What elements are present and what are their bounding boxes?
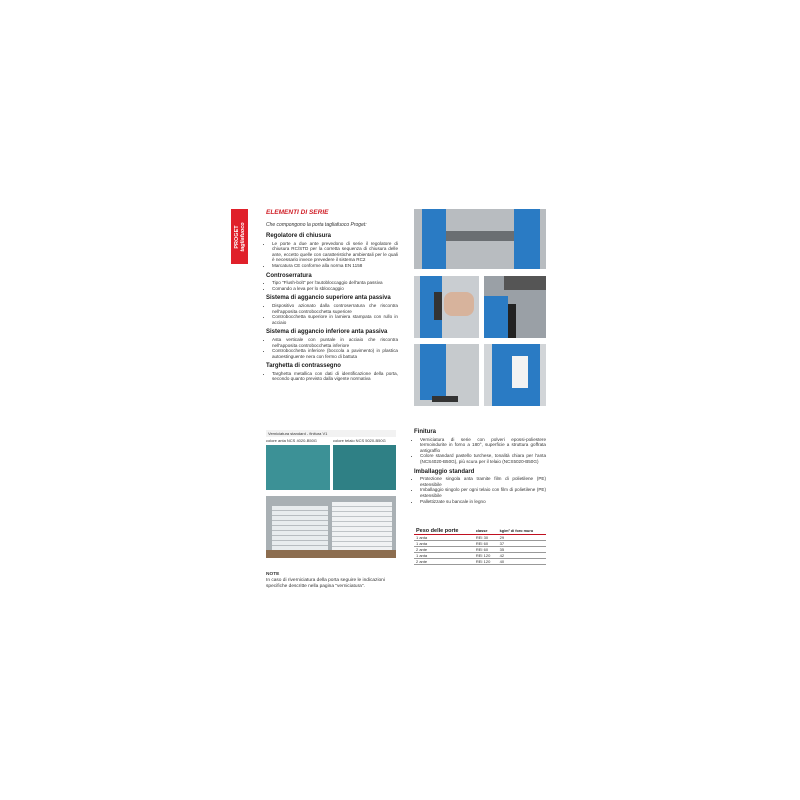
cell-weight: 37: [498, 541, 546, 547]
section-heading: Sistema di aggancio inferiore anta passiva: [266, 329, 388, 336]
cell-weight: 29: [498, 535, 546, 541]
note-text: In caso di riverniciatura della porta seguire le indicazioni specifiche descritte nella pagina "verniciatura".: [266, 578, 385, 589]
cell-class: REI 60: [474, 541, 498, 547]
cell-class: REI 30: [474, 535, 498, 541]
brand-name: PROGET: [233, 224, 240, 249]
list-item: • Verniciatura di serie con polveri epossi-poliestere termoindurite in forno a 180°, superficie a struttura goffrata antigraffio: [420, 437, 546, 454]
list-item: • Pallettizzate su bancale in legno: [420, 499, 546, 505]
list-item: • Le porte a due ante prevedono di serie il regolatore di chiusura RC/STD per la corretta sequenza di chiusura delle ante, eccetto quelle con caratteristiche ambientali per le quali è necessario invece prevedere il sistema RC2: [272, 241, 398, 263]
column-header-weight: kg/m² di foro muro: [498, 528, 546, 535]
list-item: • Controbocchetta inferiore (boccola a pavimento) in plastica autoestinguente nera con fermo di battuta: [272, 348, 398, 359]
photo-label-plate: [484, 344, 546, 406]
list-item: • Controbocchetta superiore in lamiera stampata con rullo in acciaio: [272, 314, 398, 325]
photo-bottom-bolt: [414, 344, 479, 406]
list-item: • Imballaggio singolo per ogni telaio con film di polietilene (PE) estensibile: [420, 487, 546, 498]
cell-type: 1 anta: [414, 553, 474, 559]
section-controserratura: [266, 274, 398, 292]
section-imballaggio: [414, 470, 546, 505]
swatch-anta-label: colore anta NCS 4020-B50G: [266, 438, 330, 444]
section-heading: Imballaggio standard: [414, 468, 475, 475]
cell-weight: 35: [498, 547, 546, 553]
list-item: • Tipo "Flush-bolt" per l'autobloccaggio dell'anta passiva: [272, 280, 398, 286]
brand-subtitle: tagliafuoco: [239, 221, 246, 252]
photo-packaging: [266, 496, 396, 558]
section-aggancio-inferiore: [266, 330, 398, 359]
intro-text: Che compongono la porta tagliafuoco Proget:: [266, 222, 367, 228]
photo-door-top: [414, 209, 546, 269]
section-aggancio-superiore: [266, 296, 398, 325]
left-text-column: [266, 234, 398, 387]
note: [266, 572, 396, 590]
photo-top-striker: [484, 276, 546, 338]
section-heading: Controserratura: [266, 272, 312, 279]
note-label: NOTE: [266, 572, 280, 577]
cell-type: 2 ante: [414, 559, 474, 565]
list-item: • Comando a leva per lo sbloccaggio: [272, 286, 398, 292]
cell-class: REI 60: [474, 547, 498, 553]
cell-type: 1 anta: [414, 535, 474, 541]
section-heading: Sistema di aggancio superiore anta passiva: [266, 295, 391, 302]
section-heading: Regolatore di chiusura: [266, 233, 332, 239]
section-finitura: [414, 430, 546, 465]
list-item: • Dispositivo azionato dalla controserratura che riscontra nell'apposita controbocchetta superiore: [272, 303, 398, 314]
table-row: [414, 559, 546, 565]
section-targhetta: [266, 364, 398, 382]
brand-side-tab: [231, 209, 248, 264]
list-item: • Protezione singola anta tramite film di polietilene (PE) estensibile: [420, 476, 546, 487]
swatch-anta: [266, 445, 330, 490]
list-item: • Asta verticale con puntale in acciaio che riscontra nell'apposita controbocchetta inferiore: [272, 337, 398, 348]
photo-flush-bolt: [414, 276, 479, 338]
cell-type: 1 anta: [414, 541, 474, 547]
list-item: • Targhetta metallica con dati di identificazione della porta, secondo quanto previsto dalla vigente normativa: [272, 371, 398, 382]
cell-class: REI 120: [474, 553, 498, 559]
list-item: • Marcatura CE conforme alla norma EN 1158: [272, 263, 398, 269]
section-heading: Finitura: [414, 429, 436, 435]
cell-type: 2 ante: [414, 547, 474, 553]
section-heading: Targhetta di contrassegno: [266, 363, 341, 370]
color-swatches: [266, 430, 396, 490]
column-header-class: classe: [474, 528, 498, 535]
swatch-telaio: [333, 445, 396, 490]
section-regolatore: [266, 234, 398, 269]
swatch-header: Verniciatura standard - finitura V1: [266, 430, 396, 437]
cell-weight: 42: [498, 553, 546, 559]
list-item: • Colore standard pastello turchese, tonalità chiara per l'anta (NCS4020-B50G), più scura per il telaio (NCS5020-B50G): [420, 453, 546, 464]
cell-class: REI 120: [474, 559, 498, 565]
section-title: ELEMENTI DI SERIE: [266, 209, 329, 216]
swatch-telaio-label: colore telaio NCS 5020-B50G: [333, 438, 396, 444]
cell-weight: 40: [498, 559, 546, 565]
weights-table: [414, 528, 546, 565]
right-text-column: [414, 430, 546, 509]
table-title: Peso delle porte: [414, 528, 474, 535]
